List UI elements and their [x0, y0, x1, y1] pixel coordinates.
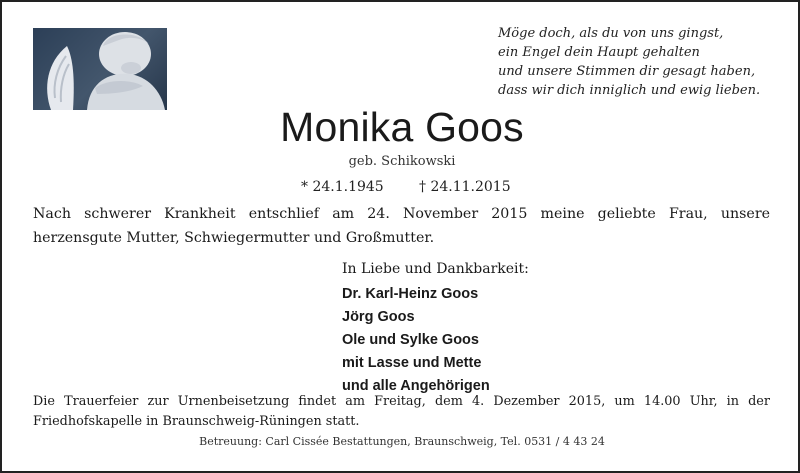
announcement-text	[33, 202, 770, 250]
mourners-block	[342, 258, 662, 398]
birth-date: * 24.1.1945	[301, 179, 384, 195]
mourner-name: Ole und Sylke Goos	[342, 332, 479, 348]
mourners-intro: In Liebe und Dankbarkeit:	[342, 261, 529, 277]
mourner-name: mit Lasse und Mette	[342, 355, 482, 371]
mourner-name: Dr. Karl-Heinz Goos	[342, 286, 479, 302]
deceased-name: Monika Goos	[280, 104, 524, 150]
poem-line: und unsere Stimmen dir gesagt haben,	[498, 64, 756, 79]
announcement-line: herzensgute Mutter, Schwiegermutter und Großmutter.	[33, 230, 435, 246]
service-info	[33, 392, 770, 432]
announcement-line: Nach schwerer Krankheit entschlief am 24. November 2015 meine geliebte Frau, unsere	[33, 206, 770, 222]
poem-line: ein Engel dein Haupt gehalten	[498, 45, 700, 60]
poem	[498, 24, 788, 100]
death-date: † 24.11.2015	[419, 179, 511, 195]
mourner-name: und alle Angehörigen	[342, 378, 490, 394]
mourner-name: Jörg Goos	[342, 309, 415, 325]
birth-name: geb. Schikowski	[348, 154, 456, 169]
service-line: Friedhofskapelle in Braunschweig-Rüningen statt.	[33, 414, 360, 429]
funeral-home-credit: Betreuung: Carl Cissée Bestattungen, Braunschweig, Tel. 0531 / 4 43 24	[199, 435, 605, 448]
service-line: Die Trauerfeier zur Urnenbeisetzung findet am Freitag, dem 4. Dezember 2015, um 14.00 Uhr, in der	[33, 394, 770, 409]
poem-line: Möge doch, als du von uns gingst,	[498, 26, 724, 41]
angel-photo	[33, 28, 167, 110]
poem-line: dass wir dich inniglich und ewig lieben.	[498, 83, 761, 98]
